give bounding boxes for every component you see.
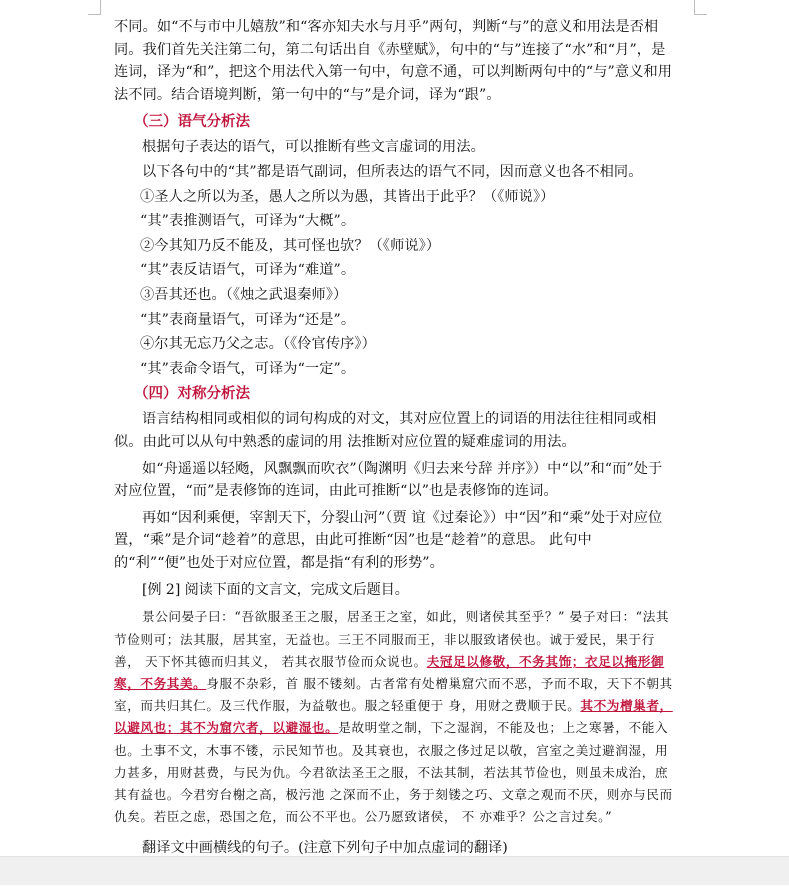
underlined-sentence-2: 其不为橧巢者，以避风也；其不为窟穴者，以避湿也。 bbox=[114, 698, 673, 735]
section-heading-tone: （三）语气分析法 bbox=[114, 110, 674, 134]
symmetry-paragraph-3: 再如“因利乘便，宰割天下，分裂山河”（贾 谊《过秦论》）中“因”和“乘”处于对应位置，“乘”是介词“趁着”的意思，由此可推断“因”也是“趁着”的意思。 此句中的“利”“便”也处于对应位置，都是指“有利的形势”。 bbox=[114, 507, 674, 575]
classical-text-part-3: 是故明堂之制，下之湿润，不能及也；上之寒暑，不能入也。土事不文，木事不镂，示民知节也。及其衰也，衣服之侈过足以敬，宫室之美过避润湿，用力甚多，用财甚费，与民为仇。今君欲法圣王之服，不法其制，若法其节俭也，则虽未成治，庶其有益也。今君穷台榭之高，极污池 之深而不止，务于刻镂之巧、文章之观而不厌，则亦与民而仇矣。若臣之虑，恐国之危，而公不平也。公乃愿致诸侯， 不 亦难乎？公之言过矣。” bbox=[114, 720, 673, 824]
underlined-sentence-1: 夫冠足以修敬，不务其饰；衣足以掩形御寒，不务其美。 bbox=[114, 654, 664, 691]
symmetry-paragraph-2: 如“舟遥遥以轻飏，风飘飘而吹衣”（陶渊明《归去来兮辞 并序》）中“以”和“而”处于对应位置，“而”是表修饰的连词，由此可推断“以”也是表修饰的连词。 bbox=[114, 458, 674, 503]
symmetry-paragraph-1: 语言结构相同或相似的词句构成的对文，其对应位置上的词语的用法往往相同或相似。由此可以从句中熟悉的虚词的用 法推断对应位置的疑难虚词的用法。 bbox=[114, 408, 674, 453]
example-note-1: “其”表推测语气，可译为“大概”。 bbox=[114, 210, 674, 233]
section-heading-symmetry: （四）对称分析法 bbox=[114, 382, 674, 406]
example-sentence-3: ③吾其还也。（《烛之武退秦师》） bbox=[114, 284, 674, 307]
intro-paragraph: 不同。如“不与市中儿嬉敖”和“客亦知夫水与月乎”两句，判断“与”的意义和用法是否相同。我们首先关注第二句，第二句话出自《赤壁赋》，句中的“与”连接了“水”和“月”，是连词，译为“和”，把这个用法代入第一句中，句意不通，可以判断两句中的“与”意义和用法不同。结合语境判断，第一句中的“与”是介词，译为“跟”。 bbox=[114, 16, 674, 106]
page-corner-mark-left bbox=[88, 0, 101, 15]
translation-question: 翻译文中画横线的句子。(注意下列句子中加点虚词的翻译) bbox=[114, 837, 674, 859]
tone-paragraph-1: 根据句子表达的语气，可以推断有些文言虚词的用法。 bbox=[114, 136, 674, 159]
example-note-2: “其”表反诘语气，可译为“难道”。 bbox=[114, 259, 674, 282]
example-sentence-2: ②今其知乃反不能及，其可怪也欤？（《师说》） bbox=[114, 235, 674, 258]
classical-text-part-1: 景公问晏子曰：“吾欲服圣王之服，居圣王之室，如此，则诸侯其至乎？” 晏子对曰：“法其节俭则可；法其服，居其室，无益也。三王不同服而王，非以服致诸侯也。诚于爱民，果于行善， 天下怀其德而归其义， 若其衣服节俭而众说也。 bbox=[114, 609, 669, 668]
classical-text-part-2: 身服不杂彩，首 服不镂刻。古者常有处橧巢窟穴而不恶，予而不取，天下不朝其室，而共归其仁。及三代作服，为益敬也。服之轻重便于 身，用财之费顺于民。 bbox=[114, 676, 673, 713]
example-note-4: “其”表命令语气，可译为“一定”。 bbox=[114, 358, 674, 381]
example-sentence-1: ①圣人之所以为圣，愚人之所以为愚，其皆出于此乎？（《师说》） bbox=[114, 186, 674, 209]
document-body bbox=[114, 0, 674, 887]
window-bottom-bar bbox=[0, 856, 789, 885]
page-corner-mark-right bbox=[694, 0, 707, 15]
classical-passage bbox=[114, 606, 674, 828]
tone-paragraph-2: 以下各句中的“其”都是语气副词，但所表达的语气不同，因而意义也各不相同。 bbox=[114, 161, 674, 184]
example-sentence-4: ④尔其无忘乃父之志。（《伶官传序》） bbox=[114, 333, 674, 356]
example-2-label: [例 2] 阅读下面的文言文，完成文后题目。 bbox=[114, 578, 674, 602]
example-note-3: “其”表商量语气，可译为“还是”。 bbox=[114, 309, 674, 332]
